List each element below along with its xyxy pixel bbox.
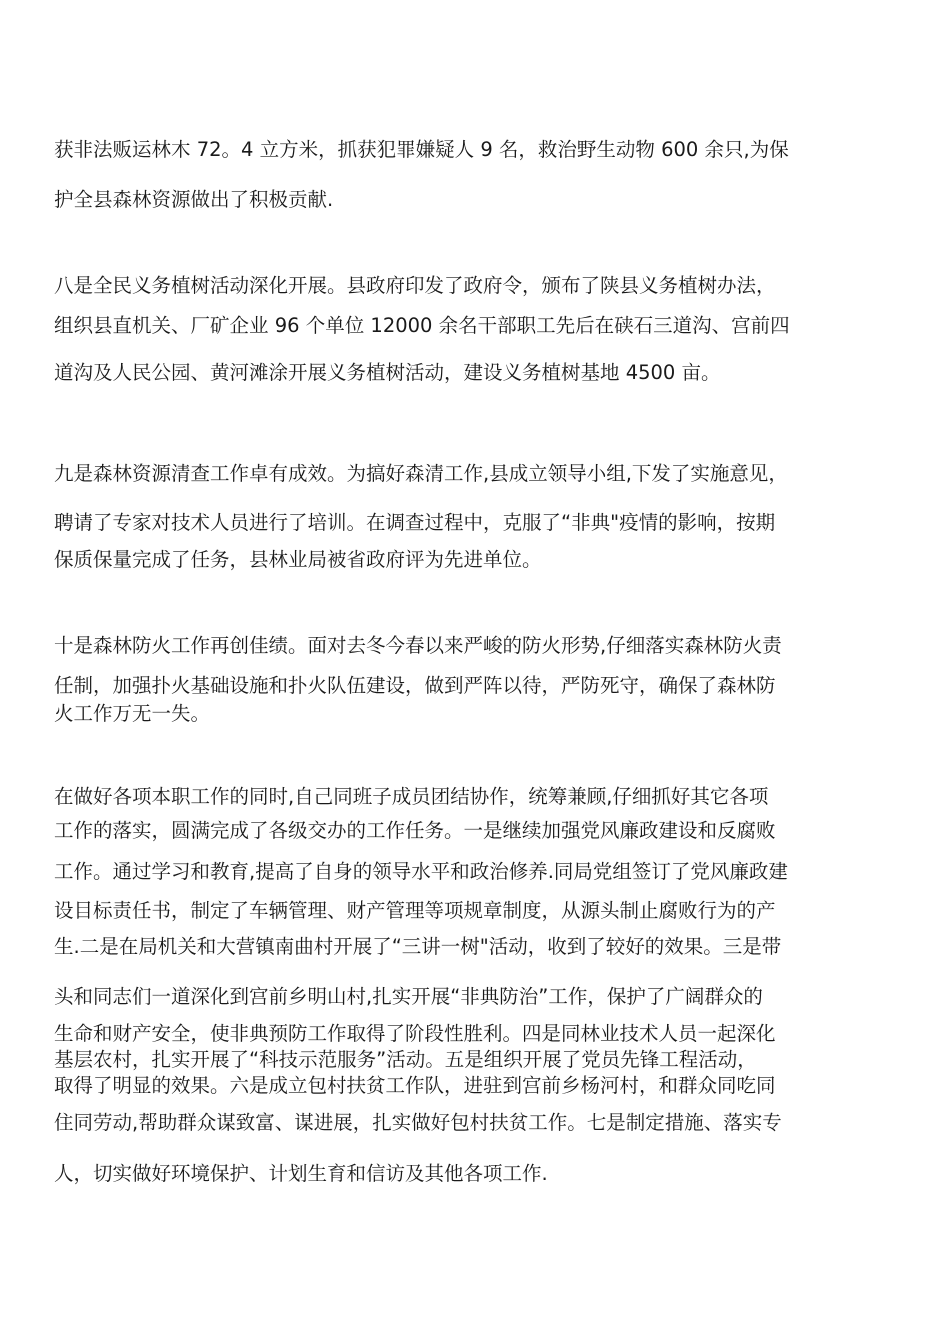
paragraph-3-line-2: 聘请了专家对技术人员进行了培训。在调查过程中，克服了“非典"疫情的影响，按期 [54,511,776,534]
paragraph-5-line-3: 工作。通过学习和教育,提高了自身的领导水平和政治修养.同局党组签订了党风廉政建 [54,860,788,883]
paragraph-2-line-2: 组织县直机关、厂矿企业 96 个单位 12000 余名干部职工先后在硖石三道沟、宫前四 [54,314,790,337]
paragraph-1-line-2: 护全县森林资源做出了积极贡献. [54,188,334,211]
paragraph-3-line-1: 九是森林资源清查工作卓有成效。为搞好森清工作,县成立领导小组,下发了实施意见， [54,462,788,485]
paragraph-5-line-4: 设目标责任书，制定了车辆管理、财产管理等项规章制度，从源头制止腐败行为的产 [54,899,776,922]
paragraph-5-line-2: 工作的落实，圆满完成了各级交办的工作任务。一是继续加强党风廉政建设和反腐败 [54,819,776,842]
paragraph-5-line-9: 取得了明显的效果。六是成立包村扶贫工作队，进驻到宫前乡杨河村，和群众同吃同 [54,1074,776,1097]
paragraph-2-line-1: 八是全民义务植树活动深化开展。县政府印发了政府令，颁布了陕县义务植树办法， [54,274,776,297]
paragraph-5-line-7: 生命和财产安全，使非典预防工作取得了阶段性胜利。四是同林业技术人员一起深化 [54,1022,776,1045]
paragraph-3-line-3: 保质保量完成了任务，县林业局被省政府评为先进单位。 [54,548,542,571]
paragraph-4-line-1: 十是森林防火工作再创佳绩。面对去冬今春以来严峻的防火形势,仔细落实森林防火责 [54,634,782,657]
paragraph-2-line-3: 道沟及人民公园、黄河滩涂开展义务植树活动，建设义务植树基地 4500 亩。 [54,361,721,384]
paragraph-5-line-8: 基层农村，扎实开展了“科技示范服务”活动。五是组织开展了党员先锋工程活动， [54,1048,757,1071]
paragraph-5-line-1: 在做好各项本职工作的同时,自己同班子成员团结协作，统筹兼顾,仔细抓好其它各项 [54,785,769,808]
paragraph-5-line-11: 人，切实做好环境保护、计划生育和信访及其他各项工作. [54,1162,548,1185]
paragraph-4-line-2: 任制，加强扑火基础设施和扑火队伍建设，做到严阵以待，严防死守，确保了森林防 [54,674,776,697]
paragraph-4-line-3: 火工作万无一失。 [54,702,211,725]
paragraph-5-line-6: 头和同志们一道深化到宫前乡明山村,扎实开展“非典防治”工作，保护了广阔群众的 [54,985,763,1008]
paragraph-5-line-5: 生.二是在局机关和大营镇南曲村开展了“三讲一树"活动，收到了较好的效果。三是带 [54,935,782,958]
paragraph-5-line-10: 住同劳动,帮助群众谋致富、谋进展，扎实做好包村扶贫工作。七是制定措施、落实专 [54,1111,782,1134]
paragraph-1-line-1: 获非法贩运林木 72。4 立方米，抓获犯罪嫌疑人 9 名，救治野生动物 600 余只,为保 [54,138,789,161]
